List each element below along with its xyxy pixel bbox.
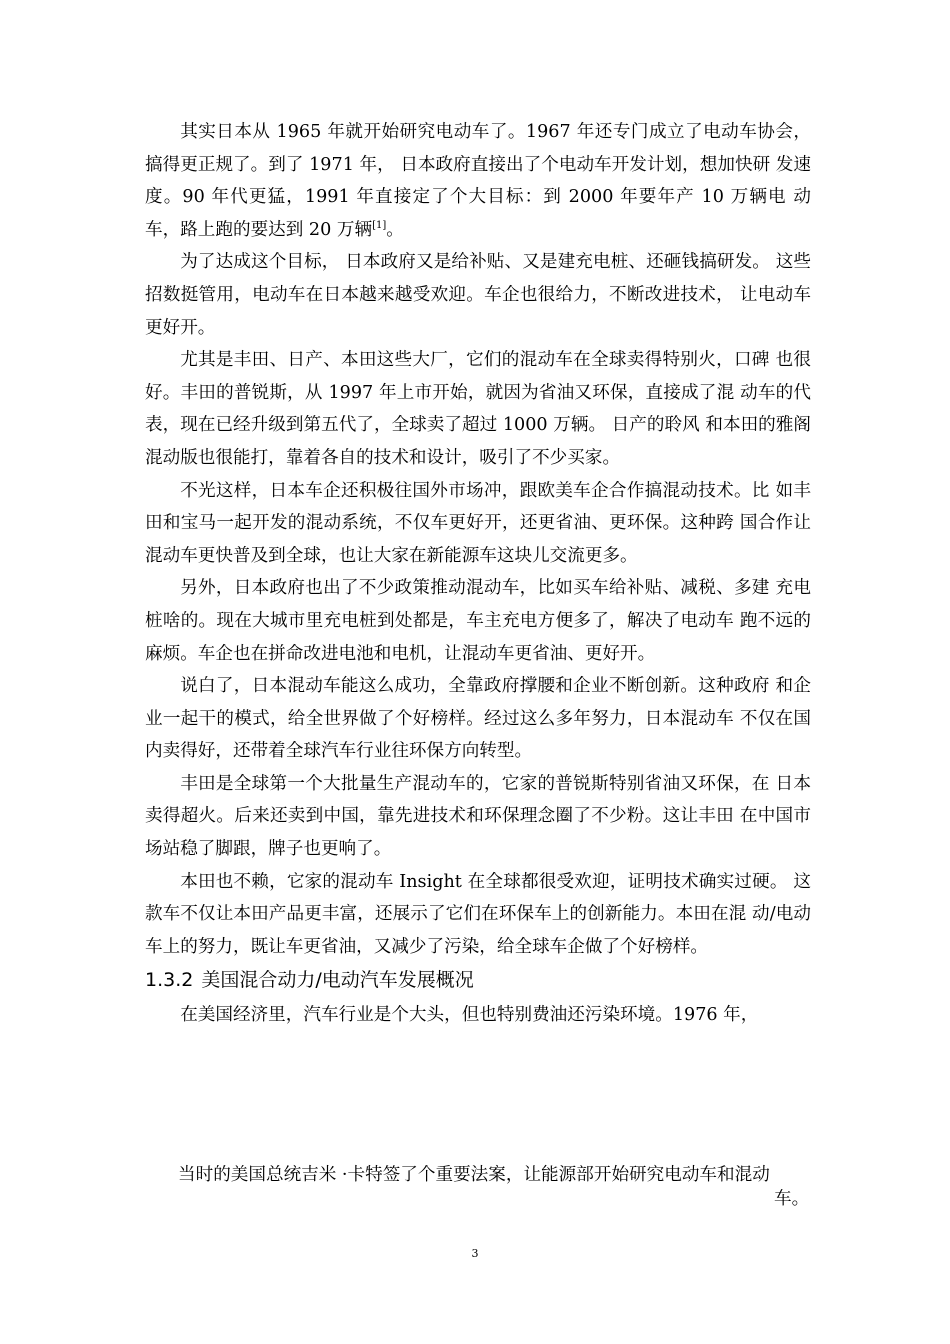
paragraph-us-carter-line: 当时的美国总统吉米 ·卡特签了个重要法案，让能源部开始研究电动车和混动	[178, 1165, 770, 1185]
paragraph-summary: 说白了，日本混动车能这么成功，全靠政府撑腰和企业不断创新。这种政府 和企业一起干的模式，给全世界做了个好榜样。经过这么多年努力，日本混动车 不仅在国内卖得好，还带着全球汽车行业往环保方向转型。	[145, 676, 811, 762]
paragraph-toyota: 丰田是全球第一个大批量生产混动车的，它家的普锐斯特别省油又环保，在 日本卖得超火。后来还卖到中国，靠先进技术和环保理念圈了不少粉。这让丰田 在中国市场站稳了脚跟，牌子也更响了。	[145, 773, 811, 860]
section-title: 美国混合动力/电动汽车发展概况	[201, 969, 474, 992]
paragraph-text: 其实日本从 1965 年就开始研究电动车了。1967 年还专门成立了电动车协会， 搞得更正规了。到了 1971 年， 日本政府直接出了个电动车开发计划，想加快研 发速度。90 年代更猛，1991 年直接定了个大目标：到 2000 年要年产 10 万辆电 动车，路上跑的要达到 20 万辆	[145, 122, 811, 240]
paragraph-us-intro: 在美国经济里，汽车行业是个大头，但也特别费油还污染环境。1976 年，	[180, 1005, 759, 1026]
citation-marker[interactable]: [1]	[372, 219, 387, 231]
body-text	[145, 116, 811, 1032]
paragraph-policy: 另外，日本政府也出了不少政策推动混动车，比如买车给补贴、减税、多建 充电桩啥的。现在大城市里充电桩到处都是，车主充电方便多了，解决了电动车 跑不远的麻烦。车企也在拼命改进电池和电机，让混动车更省油、更好开。	[145, 578, 811, 664]
page-number: 3	[471, 1247, 479, 1260]
paragraph-major-automakers: 尤其是丰田、日产、本田这些大厂，它们的混动车在全球卖得特别火，口碑 也很好。丰田的普锐斯，从 1997 年上市开始，就因为省油又环保，直接成了混 动车的代表，现在已经升级到第五代了，全球卖了超过 1000 万辆。 日产的聆风 和本田的雅阁混动版也很能打，靠着各自的技术和设计，吸引了不少买家。	[145, 350, 811, 468]
paragraph-us-carter-end: 车。	[774, 1189, 810, 1209]
paragraph-japan-history	[145, 116, 811, 246]
paragraph-government-support: 为了达成这个目标， 日本政府又是给补贴、又是建充电桩、还砸钱搞研发。 这些招数挺管用，电动车在日本越来越受欢迎。车企也很给力，不断改进技术， 让电动车更好开。	[145, 252, 811, 338]
section-heading	[145, 965, 811, 995]
section-number: 1.3.2	[145, 969, 194, 992]
paragraph-honda: 本田也不赖，它家的混动车 Insight 在全球都很受欢迎，证明技术确实过硬。 这款车不仅让本田产品更丰富，还展示了它们在环保车上的创新能力。本田在混 动/电动车上的努力，既让车更省油，又减少了污染，给全球车企做了个好榜样。	[145, 871, 811, 957]
paragraph-international-cooperation: 不光这样，日本车企还积极往国外市场冲，跟欧美车企合作搞混动技术。比 如丰田和宝马一起开发的混动系统，不仅车更好开，还更省油、更环保。这种跨 国合作让混动车更快普及到全球，也让大家在新能源车这块儿交流更多。	[145, 480, 811, 566]
paragraph-end: 。	[386, 219, 404, 240]
